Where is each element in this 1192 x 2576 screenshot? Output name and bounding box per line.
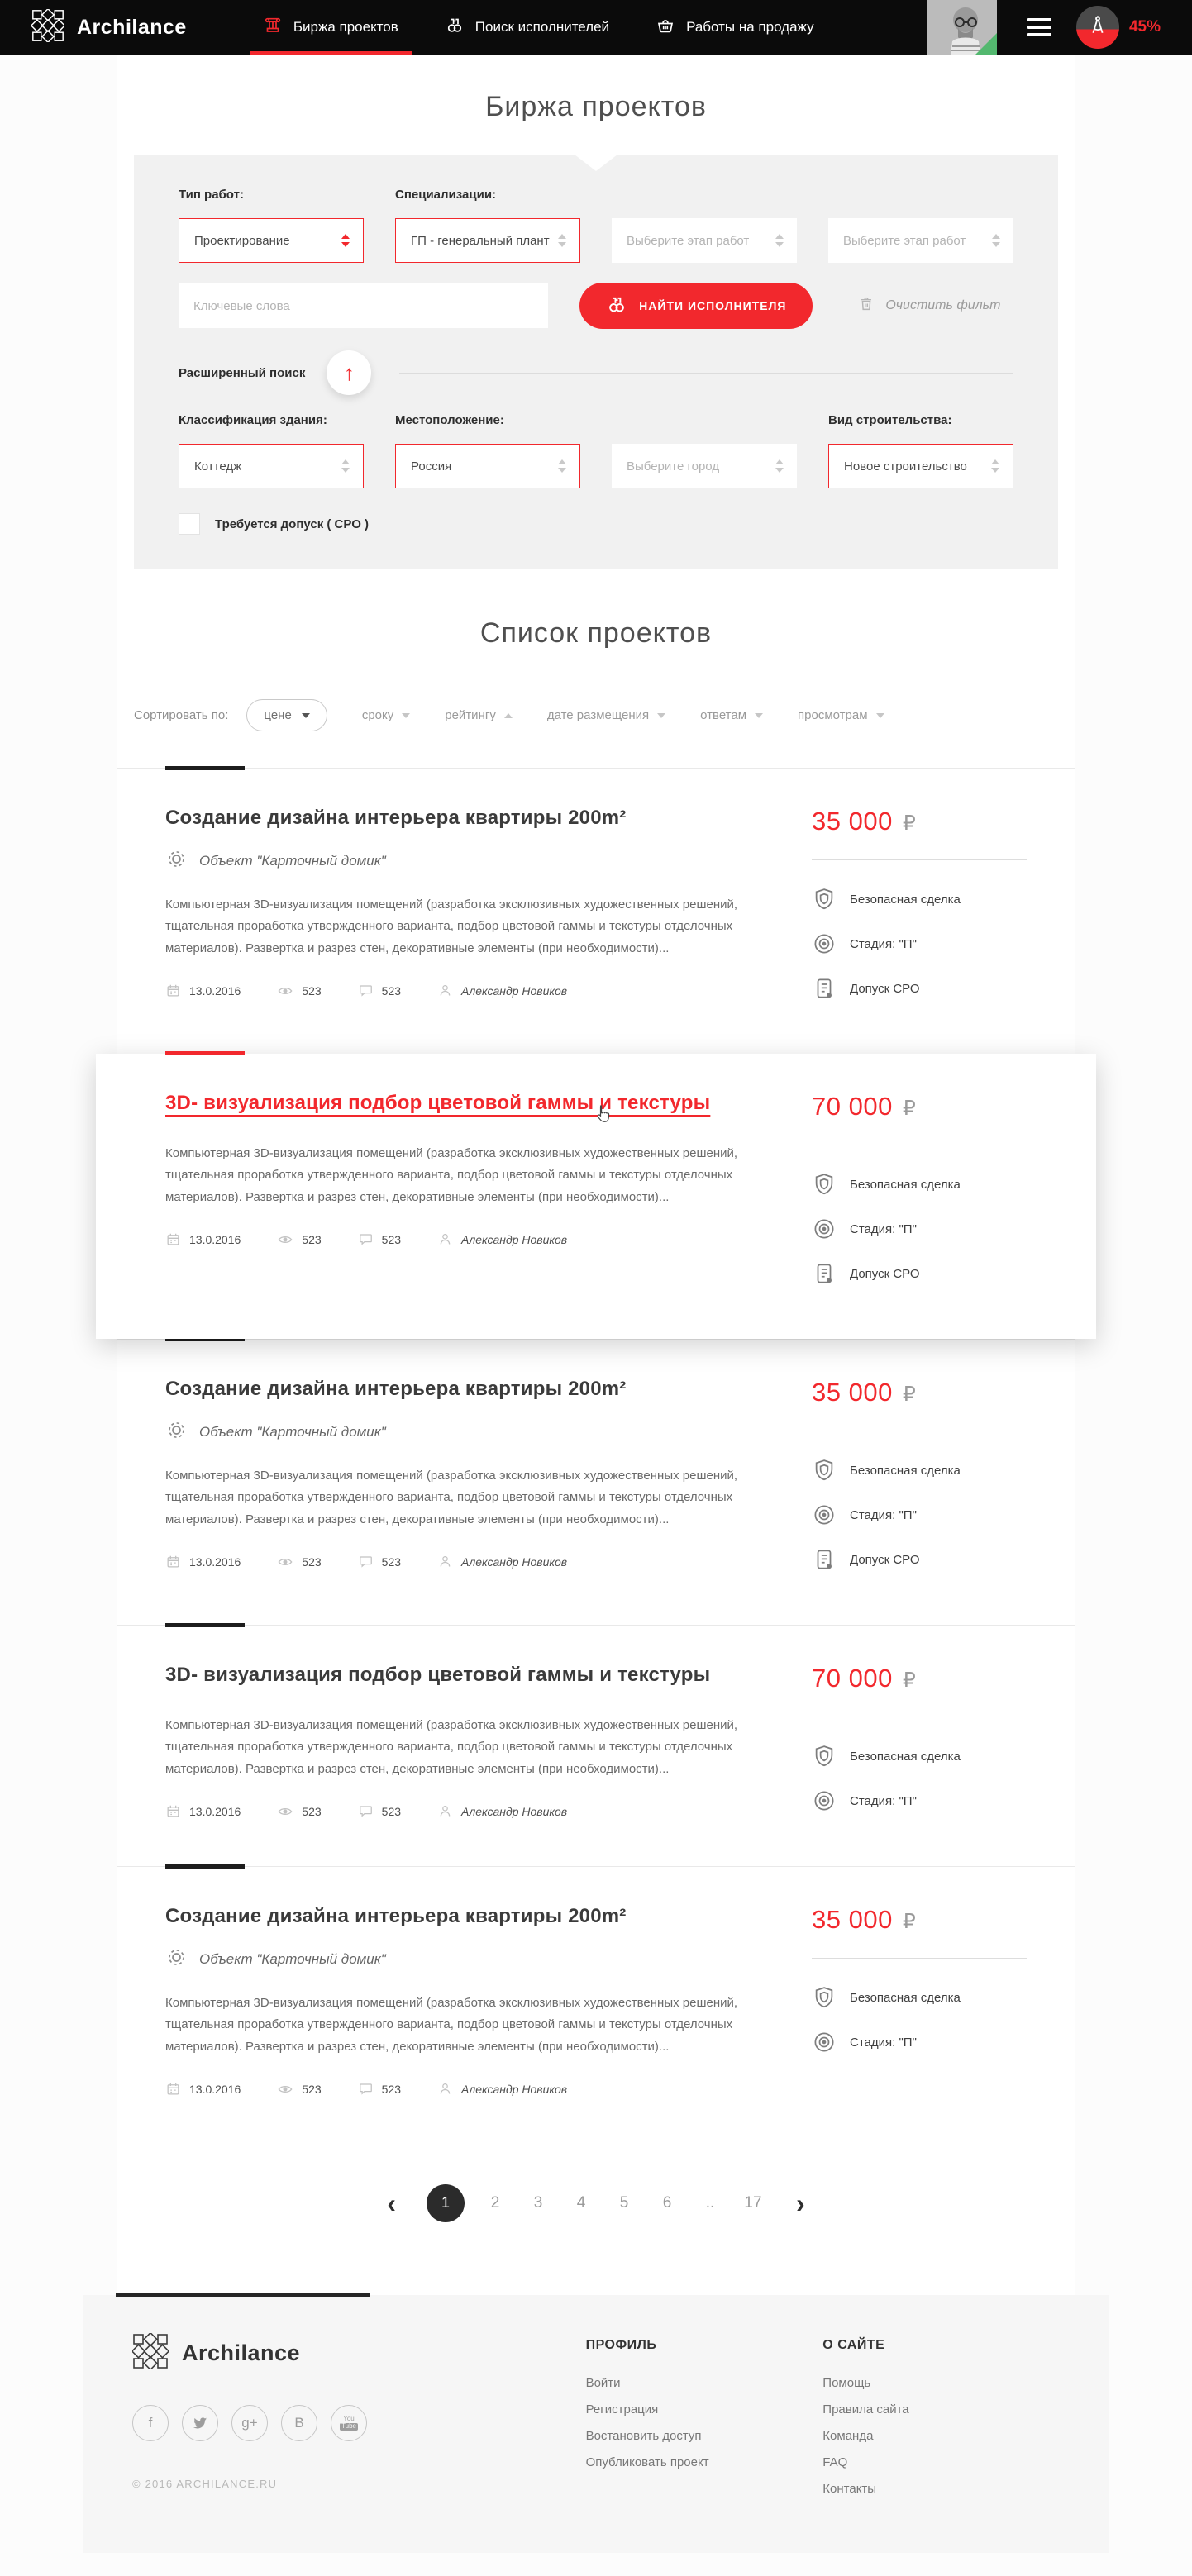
project-card[interactable]: [117, 1866, 1075, 2131]
clear-filter-button[interactable]: [857, 295, 1013, 317]
project-description: Компьютерная 3D-визуализация помещений (разработка эксклюзивных художественных решений, тщательная проработка утвержденного варианта, подбор цветовой гаммы и текстуры отделочных материалов). Развертка и разрез стен, декоративные элементы (при необходимости)...: [165, 1469, 738, 1526]
project-card[interactable]: [117, 1625, 1075, 1866]
views-icon: [277, 2081, 293, 2097]
badge-stage: [812, 1502, 1027, 1527]
brand-name: Archilance: [77, 15, 187, 39]
project-price: 35 000 ₽: [812, 1905, 916, 1934]
page-content: [117, 55, 1075, 2295]
work-type-label: Тип работ:: [179, 188, 244, 202]
project-date: 13.0.2016: [189, 983, 241, 998]
spinner-arrows-icon: [341, 234, 350, 247]
project-date: 13.0.2016: [189, 1555, 241, 1569]
shield-icon: [812, 1985, 837, 2010]
spinner-arrows-icon: [341, 459, 350, 473]
project-meta: [165, 2081, 780, 2097]
author-icon: [437, 1231, 453, 1247]
footer-link-help[interactable]: Помощь: [822, 2375, 871, 2390]
specialization-value: ГП - генеральный плант: [411, 233, 550, 248]
badge-sro: [812, 976, 1027, 1001]
shield-icon: [812, 887, 837, 912]
project-title[interactable]: Создание дизайна интерьера квартиры 200m²: [165, 807, 627, 829]
construction-type-label: Вид строительства:: [828, 413, 952, 427]
document-icon: [812, 1261, 837, 1286]
footer-brand-name: Archilance: [182, 2340, 301, 2365]
document-icon: [812, 1547, 837, 1572]
sort-option-price[interactable]: [246, 699, 327, 731]
project-author[interactable]: Александр Новиков: [461, 2082, 568, 2096]
construction-type-select[interactable]: [828, 444, 1013, 488]
vk-icon[interactable]: [281, 2405, 317, 2441]
project-views: 523: [302, 1804, 322, 1818]
card-top-marker: [165, 1051, 245, 1055]
trash-icon: [857, 295, 875, 317]
social-links: [132, 2405, 586, 2441]
building-classification-value: Коттедж: [194, 459, 242, 474]
project-title[interactable]: 3D- визуализация подбор цветовой гаммы и текстуры: [165, 1664, 711, 1686]
project-meta: [165, 983, 780, 999]
user-avatar[interactable]: [927, 0, 997, 55]
project-title[interactable]: Создание дизайна интерьера квартиры 200m²: [165, 1905, 627, 1927]
menu-icon[interactable]: [1027, 18, 1051, 36]
badge-label: Стадия: "П": [850, 936, 917, 951]
filter-panel: [134, 155, 1058, 569]
stage-target-icon: [812, 931, 837, 956]
specialization-label: Специализации:: [395, 188, 497, 202]
ruble-sign: ₽: [902, 811, 916, 835]
ruble-sign: ₽: [902, 1096, 916, 1120]
author-icon: [437, 2081, 453, 2097]
document-icon: [812, 976, 837, 1001]
profile-progress-value: 45%: [1128, 18, 1161, 36]
shield-icon: [812, 1458, 837, 1483]
footer-link-team[interactable]: Команда: [822, 2428, 874, 2443]
sort-option-label: ответам: [700, 708, 747, 722]
hand-cursor-icon: [592, 1103, 613, 1129]
badge-label: Стадия: "П": [850, 1793, 917, 1808]
project-meta: [165, 1803, 780, 1820]
facebook-icon[interactable]: [132, 2405, 169, 2441]
sort-option-term[interactable]: [362, 708, 410, 722]
footer-column-heading: ПРОФИЛЬ: [585, 2337, 657, 2352]
project-comments: 523: [381, 1555, 402, 1569]
project-card[interactable]: [117, 1339, 1075, 1625]
nav-item-label: Поиск исполнителей: [474, 19, 610, 35]
comments-icon: [358, 2081, 374, 2097]
nav-item-label: Работы на продажу: [686, 19, 814, 35]
sort-option-views[interactable]: [798, 708, 884, 722]
country-value: Россия: [411, 459, 452, 474]
project-views: 523: [302, 2082, 322, 2096]
footer-link-publish-project[interactable]: Опубликовать проект: [585, 2455, 709, 2469]
spinner-arrows-icon: [775, 234, 784, 247]
footer-column-about: [822, 2333, 1060, 2508]
views-icon: [277, 983, 293, 999]
work-type-value: Проектирование: [194, 233, 290, 248]
binoculars-icon: [445, 16, 465, 40]
project-description: Компьютерная 3D-визуализация помещений (разработка эксклюзивных художественных решений, тщательная проработка утвержденного варианта, подбор цветовой гаммы и текстуры отделочных материалов). Развертка и разрез стен, декоративные элементы (при необходимости)...: [165, 1718, 738, 1776]
advanced-search-label: Расширенный поиск: [179, 365, 306, 380]
pagination-page-3[interactable]: 3: [533, 2193, 543, 2212]
youtube-glyph-top: You: [343, 2414, 355, 2422]
page-footer: [83, 2295, 1109, 2553]
project-object-label: Объект "Карточный домик": [199, 1424, 386, 1440]
caret-up-icon: [504, 713, 513, 718]
badge-sro: [812, 1261, 1027, 1286]
divider-line: [812, 1958, 1027, 1959]
pagination-page-5[interactable]: 5: [619, 2193, 629, 2212]
keywords-input[interactable]: [179, 283, 548, 328]
badge-safe-deal: [812, 887, 1027, 912]
work-type-select[interactable]: [179, 218, 364, 263]
pagination-ellipsis: ..: [705, 2193, 715, 2212]
nav-item-label: Биржа проектов: [293, 19, 398, 35]
advanced-search-toggle[interactable]: [327, 350, 371, 395]
footer-accent-bar: [116, 2293, 370, 2297]
sort-option-label: рейтингу: [445, 708, 496, 722]
country-select[interactable]: [395, 444, 580, 488]
project-price: 70 000 ₽: [812, 1092, 916, 1121]
shield-icon: [812, 1172, 837, 1197]
nav-item-works-for-sale[interactable]: [656, 0, 814, 55]
shield-icon: [812, 1744, 837, 1769]
divider-line: [812, 859, 1027, 860]
spinner-arrows-icon: [991, 459, 999, 473]
gear-icon: [165, 848, 188, 874]
project-author[interactable]: Александр Новиков: [461, 1232, 568, 1246]
caret-down-icon: [876, 713, 884, 718]
caret-down-icon: [402, 713, 410, 718]
brand-logo-icon: [132, 2333, 169, 2374]
footer-link-register[interactable]: Регистрация: [585, 2402, 659, 2416]
badge-safe-deal: [812, 1985, 1027, 2010]
facebook-glyph: f: [148, 2414, 153, 2431]
comments-icon: [358, 1554, 374, 1569]
project-title[interactable]: 3D- визуализация подбор цветовой гаммы и текстуры: [165, 1092, 711, 1114]
pagination-next[interactable]: ›: [796, 2188, 805, 2218]
footer-brand[interactable]: [132, 2333, 586, 2374]
spinner-arrows-icon: [992, 234, 1000, 247]
arrow-up-icon: ↑: [343, 359, 355, 385]
footer-link-contacts[interactable]: Контакты: [822, 2481, 877, 2496]
sort-bar: [134, 699, 1058, 731]
binoculars-icon: [606, 294, 627, 318]
ruble-sign: ₽: [902, 1382, 916, 1406]
work-stage-placeholder: Выберите этап работ: [627, 233, 750, 248]
youtube-glyph-bottom: Tube: [341, 2421, 356, 2430]
views-icon: [277, 1803, 293, 1820]
building-classification-select[interactable]: [179, 444, 364, 488]
project-comments: 523: [381, 1232, 402, 1246]
footer-link-login[interactable]: Войти: [585, 2375, 621, 2390]
pagination-prev[interactable]: ‹: [387, 2188, 396, 2218]
badge-stage: [812, 1788, 1027, 1813]
work-stage-select-2[interactable]: [828, 218, 1013, 263]
stage-target-icon: [812, 1788, 837, 1813]
sort-option-label: дате размещения: [546, 708, 650, 722]
project-meta: [165, 1231, 780, 1248]
pagination-page-6[interactable]: 6: [662, 2193, 672, 2212]
project-author[interactable]: Александр Новиков: [461, 1804, 568, 1818]
badge-label: Допуск СРО: [850, 1266, 920, 1281]
sort-option-label: просмотрам: [798, 708, 868, 722]
stage-target-icon: [812, 2030, 837, 2055]
footer-link-site-rules[interactable]: Правила сайта: [822, 2402, 909, 2416]
city-placeholder: Выберите город: [627, 459, 720, 474]
stage-target-icon: [812, 1502, 837, 1527]
author-icon: [437, 983, 453, 998]
project-description: Компьютерная 3D-визуализация помещений (разработка эксклюзивных художественных решений, тщательная проработка утвержденного варианта, подбор цветовой гаммы и текстуры отделочных материалов). Развертка и разрез стен, декоративные элементы (при необходимости)...: [165, 1146, 738, 1204]
project-price: 70 000 ₽: [812, 1664, 916, 1693]
project-comments: 523: [381, 983, 402, 998]
brand-logo[interactable]: [31, 9, 187, 46]
comments-icon: [358, 1803, 374, 1819]
comments-icon: [358, 983, 374, 998]
badge-label: Безопасная сделка: [850, 1990, 961, 2005]
main-nav: [263, 0, 861, 55]
project-price: 35 000 ₽: [812, 1378, 916, 1407]
city-select[interactable]: [612, 444, 797, 488]
badge-safe-deal: [812, 1172, 1027, 1197]
calendar-icon: [165, 1803, 181, 1819]
profile-progress-circle[interactable]: [1076, 6, 1119, 49]
nav-item-find-contractors[interactable]: [445, 0, 609, 55]
badge-sro: [812, 1547, 1027, 1572]
gear-icon: [165, 1946, 188, 1973]
badge-safe-deal: [812, 1458, 1027, 1483]
sort-option-date[interactable]: [547, 708, 665, 722]
project-comments: 523: [381, 1804, 402, 1818]
badge-safe-deal: [812, 1744, 1027, 1769]
badge-stage: [812, 931, 1027, 956]
pagination: [117, 2184, 1075, 2222]
brand-logo-icon: [31, 9, 64, 46]
divider-line: [399, 373, 1013, 374]
google-plus-icon[interactable]: [231, 2405, 268, 2441]
pagination-page-2[interactable]: 2: [490, 2193, 500, 2212]
calendar-icon: [165, 983, 181, 998]
footer-link-faq[interactable]: FAQ: [822, 2455, 848, 2469]
nav-item-projects-exchange[interactable]: [263, 0, 398, 55]
footer-column-profile: [586, 2333, 823, 2508]
project-author[interactable]: Александр Новиков: [461, 983, 568, 998]
project-description: Компьютерная 3D-визуализация помещений (разработка эксклюзивных художественных решений, тщательная проработка утвержденного варианта, подбор цветовой гаммы и текстуры отделочных материалов). Развертка и разрез стен, декоративные элементы (при необходимости)...: [165, 898, 738, 955]
specialization-select[interactable]: [395, 218, 580, 263]
badge-label: Стадия: "П": [850, 1507, 917, 1522]
work-stage-placeholder: Выберите этап работ: [843, 233, 966, 248]
badge-stage: [812, 1217, 1027, 1241]
badge-label: Стадия: "П": [850, 2035, 917, 2050]
projects-section-title: Список проектов: [479, 617, 713, 649]
sro-checkbox-label: Требуется допуск ( СРО ): [215, 517, 370, 531]
sort-label: Сортировать по:: [134, 708, 229, 722]
sort-option-label: цене: [264, 708, 292, 722]
columns-icon: [263, 16, 283, 40]
page-title: Биржа проектов: [485, 91, 707, 122]
author-icon: [437, 1554, 453, 1569]
ruble-sign: ₽: [902, 1909, 916, 1933]
clear-filter-label: Очистить фильт: [885, 298, 1001, 312]
twitter-icon[interactable]: [182, 2405, 218, 2441]
project-date: 13.0.2016: [189, 1804, 241, 1818]
project-card[interactable]: [117, 768, 1075, 1054]
calendar-icon: [165, 1231, 181, 1247]
badge-label: Допуск СРО: [850, 981, 920, 996]
basket-icon: [656, 16, 675, 40]
gear-icon: [165, 1419, 188, 1445]
project-description: Компьютерная 3D-визуализация помещений (разработка эксклюзивных художественных решений, тщательная проработка утвержденного варианта, подбор цветовой гаммы и текстуры отделочных материалов). Развертка и разрез стен, декоративные элементы (при необходимости)...: [165, 1996, 738, 2054]
youtube-icon[interactable]: [331, 2405, 367, 2441]
badge-stage: [812, 2030, 1027, 2055]
badge-label: Безопасная сделка: [850, 892, 961, 907]
badge-label: Стадия: "П": [850, 1221, 917, 1236]
stage-target-icon: [812, 1217, 837, 1241]
ruble-sign: ₽: [902, 1668, 916, 1692]
project-views: 523: [302, 983, 322, 998]
footer-column-heading: О САЙТЕ: [822, 2337, 885, 2352]
pagination-page-17[interactable]: 17: [744, 2193, 762, 2212]
caret-down-icon: [657, 713, 665, 718]
sort-option-label: сроку: [361, 708, 394, 722]
find-contractor-label: НАЙТИ ИСПОЛНИТЕЛЯ: [639, 299, 787, 312]
app-header: [0, 0, 1192, 55]
project-price: 35 000 ₽: [812, 807, 916, 836]
card-top-marker: [165, 766, 245, 770]
vk-glyph: В: [294, 2414, 304, 2431]
construction-type-value: Новое строительство: [844, 459, 967, 474]
project-views: 523: [302, 1555, 322, 1569]
project-card-hovered[interactable]: [96, 1054, 1096, 1339]
spinner-arrows-icon: [558, 234, 566, 247]
project-object-label: Объект "Карточный домик": [199, 1951, 386, 1967]
views-icon: [277, 1554, 293, 1570]
project-author[interactable]: Александр Новиков: [461, 1555, 568, 1569]
project-views: 523: [302, 1232, 322, 1246]
location-label: Местоположение:: [395, 413, 504, 427]
card-top-marker: [165, 1623, 245, 1627]
badge-label: Безопасная сделка: [850, 1463, 961, 1478]
pagination-page-1[interactable]: 1: [427, 2184, 465, 2222]
project-object-label: Объект "Карточный домик": [199, 853, 386, 869]
project-comments: 523: [381, 2082, 402, 2096]
author-icon: [437, 1803, 453, 1819]
projects-list: [117, 768, 1075, 2131]
project-date: 13.0.2016: [189, 2082, 241, 2096]
badge-label: Безопасная сделка: [850, 1749, 961, 1764]
project-meta: [165, 1554, 780, 1570]
spinner-arrows-icon: [775, 459, 784, 473]
views-icon: [277, 1231, 293, 1248]
calendar-icon: [165, 1554, 181, 1569]
caret-down-icon: [755, 713, 763, 718]
comments-icon: [358, 1231, 374, 1247]
badge-label: Безопасная сделка: [850, 1177, 961, 1192]
card-top-marker: [165, 1864, 245, 1869]
sort-option-answers[interactable]: [700, 708, 763, 722]
work-stage-select-1[interactable]: [612, 218, 797, 263]
building-classification-label: Классификация здания:: [179, 413, 327, 427]
calendar-icon: [165, 2081, 181, 2097]
pagination-page-4[interactable]: 4: [576, 2193, 586, 2212]
sro-checkbox[interactable]: [179, 513, 200, 535]
project-date: 13.0.2016: [189, 1232, 241, 1246]
badge-label: Допуск СРО: [850, 1552, 920, 1567]
caret-down-icon: [302, 713, 310, 718]
find-contractor-button[interactable]: [579, 283, 813, 329]
copyright: © 2016 ARCHILANCE.RU: [132, 2477, 278, 2490]
project-title[interactable]: Создание дизайна интерьера квартиры 200m²: [165, 1378, 627, 1400]
google-plus-glyph: g+: [241, 2414, 258, 2431]
spinner-arrows-icon: [558, 459, 566, 473]
sort-option-rating[interactable]: [445, 708, 513, 722]
compass-icon: [1086, 14, 1109, 41]
footer-link-restore-access[interactable]: Востановить доступ: [585, 2428, 702, 2443]
